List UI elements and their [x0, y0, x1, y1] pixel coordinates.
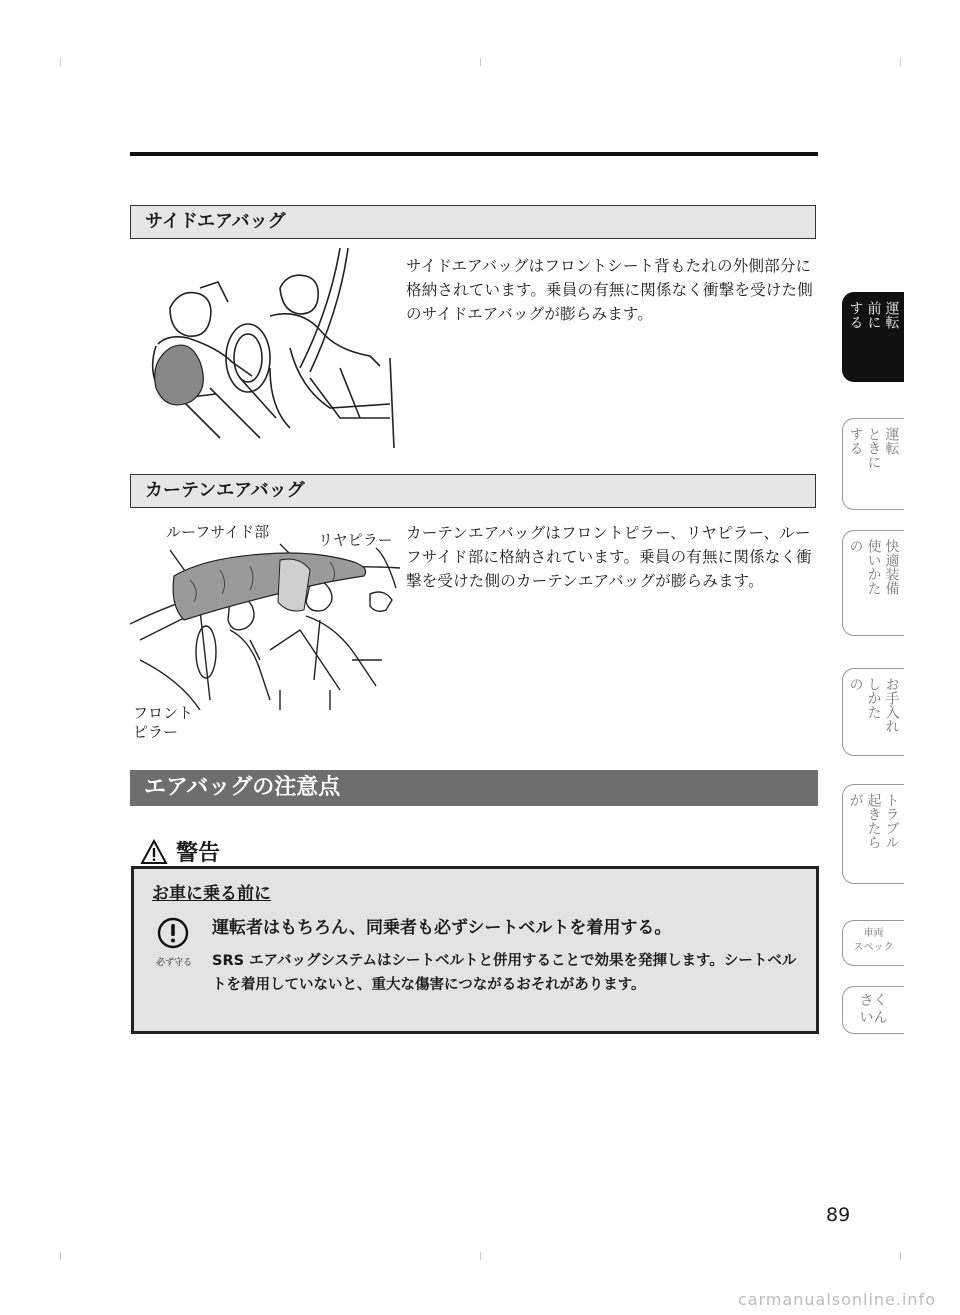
curtain-airbag-header	[130, 474, 816, 508]
tab-label-line: スペック	[853, 942, 894, 953]
tab-label-line: の	[847, 677, 864, 691]
tab-label-line: ときに	[865, 427, 882, 469]
precautions-header	[130, 770, 818, 806]
warning-triangle-icon	[140, 839, 168, 865]
warning-title	[140, 836, 220, 867]
curtain-airbag-text: カーテンエアバッグはフロントピラー、リヤピラー、ルーフサイド部に格納されています。乗員の有無に関係なく衝撃を受けた側のカーテンエアバッグが膨らみます。	[406, 524, 812, 590]
side-airbag-illustration	[140, 248, 402, 458]
warning-box	[131, 866, 819, 1034]
tab-label-line: 前に	[865, 301, 882, 329]
side-airbag-title: サイドエアバッグ	[145, 211, 286, 232]
warning-title-text: 警告	[176, 841, 221, 866]
label-front-pillar-line1: フロント	[133, 704, 194, 722]
top-rule	[130, 152, 818, 156]
tab-label-line: しかた	[865, 677, 882, 719]
tab-before-driving[interactable]	[842, 292, 904, 382]
tab-label-line: 使いかた	[865, 539, 882, 595]
warning-subtitle: お車に乗る前に	[152, 884, 271, 904]
label-roof-side: ルーフサイド部	[166, 523, 270, 541]
footer-watermark: carmanualsonline.info	[737, 1290, 936, 1309]
must-follow-badge	[156, 917, 193, 968]
tab-label-line: 快適装備	[883, 539, 900, 595]
tab-label-line: が	[847, 793, 864, 807]
tab-while-driving[interactable]	[842, 418, 904, 510]
label-front-pillar-line2: ピラー	[133, 723, 179, 741]
warning-headline: 運転者はもちろん、同乗者も必ずシートベルトを着用する。	[212, 918, 672, 938]
tab-troubleshooting[interactable]	[842, 784, 904, 884]
curtain-airbag-title: カーテンエアバッグ	[145, 480, 305, 501]
tab-label-line: する	[847, 301, 864, 329]
tab-label-line: 運転	[883, 427, 900, 455]
side-airbag-header	[130, 205, 816, 239]
precautions-title: エアバッグの注意点	[144, 775, 341, 800]
exclamation-circle-icon	[157, 917, 189, 949]
tab-label-line: する	[847, 427, 864, 455]
curtain-airbag-illustration	[130, 540, 402, 710]
page-number: 89	[826, 1204, 851, 1226]
tab-label-line: 運転	[883, 301, 900, 329]
label-rear-pillar: リヤピラー	[318, 531, 393, 549]
tab-index[interactable]	[842, 986, 904, 1034]
tab-vehicle-specs[interactable]	[842, 920, 904, 966]
tab-label-line: お手入れ	[883, 677, 900, 733]
must-follow-label: 必ず守る	[156, 958, 193, 968]
tab-label-line: 起きたら	[865, 793, 882, 849]
tab-label-line: いん	[859, 1010, 888, 1026]
side-airbag-text: サイドエアバッグはフロントシート背もたれの外側部分に格納されています。乗員の有無に関係なく衝撃を受けた側のサイドエアバッグが膨らみます。	[406, 257, 813, 323]
tab-label-line: 車両	[863, 928, 884, 939]
tab-maintenance[interactable]	[842, 668, 904, 756]
tab-comfort-features[interactable]	[842, 530, 904, 636]
tab-label-line: の	[847, 539, 864, 553]
warning-text: SRS エアバッグシステムはシートベルトと併用することで効果を発揮します。シートベルトを着用していないと、重大な傷害につながるおそれがあります。	[212, 953, 797, 993]
tab-label-line: さく	[859, 993, 888, 1009]
tab-label-line: トラブル	[883, 793, 900, 849]
